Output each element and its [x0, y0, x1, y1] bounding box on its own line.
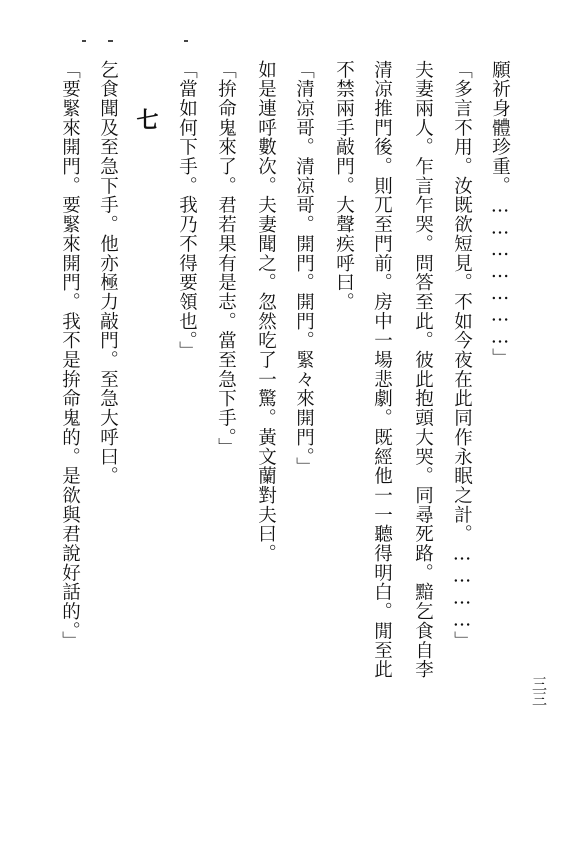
scan-mark	[82, 40, 86, 42]
text-column-5: 不禁兩手敲門。大聲疾呼曰。	[333, 60, 355, 312]
scan-mark	[108, 40, 113, 42]
text-column-10: 乞食聞及至急下手。他亦極力敲門。至急大呼曰。	[97, 60, 119, 486]
page-number: 三三	[530, 676, 548, 706]
text-column-6: 「清凉哥。清凉哥。開門。開門。緊々來開門。」	[293, 60, 315, 477]
scan-mark	[184, 40, 188, 42]
text-column-7: 如是連呼數次。夫妻聞之。忽然吃了一驚。黃文蘭對夫曰。	[255, 60, 277, 564]
text-column-1: 願祈身體珍重。…………………」	[489, 60, 511, 368]
text-column-9: 「當如何下手。我乃不得要領也。」	[176, 60, 198, 361]
text-column-11: 「要緊來開門。要緊來開門。我不是拚命鬼的。是欲與君說好話的。」	[59, 60, 81, 651]
section-number: 七	[133, 108, 159, 130]
text-column-8: 「拚命鬼來了。君若果有是志。當至急下手。」	[215, 60, 237, 458]
text-column-4: 清凉推門後。則兀至門前。房中一場悲劇。既經他一一聽得明白。閒至此	[371, 60, 393, 680]
text-column-3: 夫妻兩人。乍言乍哭。問答至此。彼此抱頭大哭。同尋死路。黯乞食自李	[412, 60, 434, 680]
text-column-2: 「多言不用。汝既欲短見。不如今夜在此同作永眠之計。…………」	[451, 60, 473, 651]
